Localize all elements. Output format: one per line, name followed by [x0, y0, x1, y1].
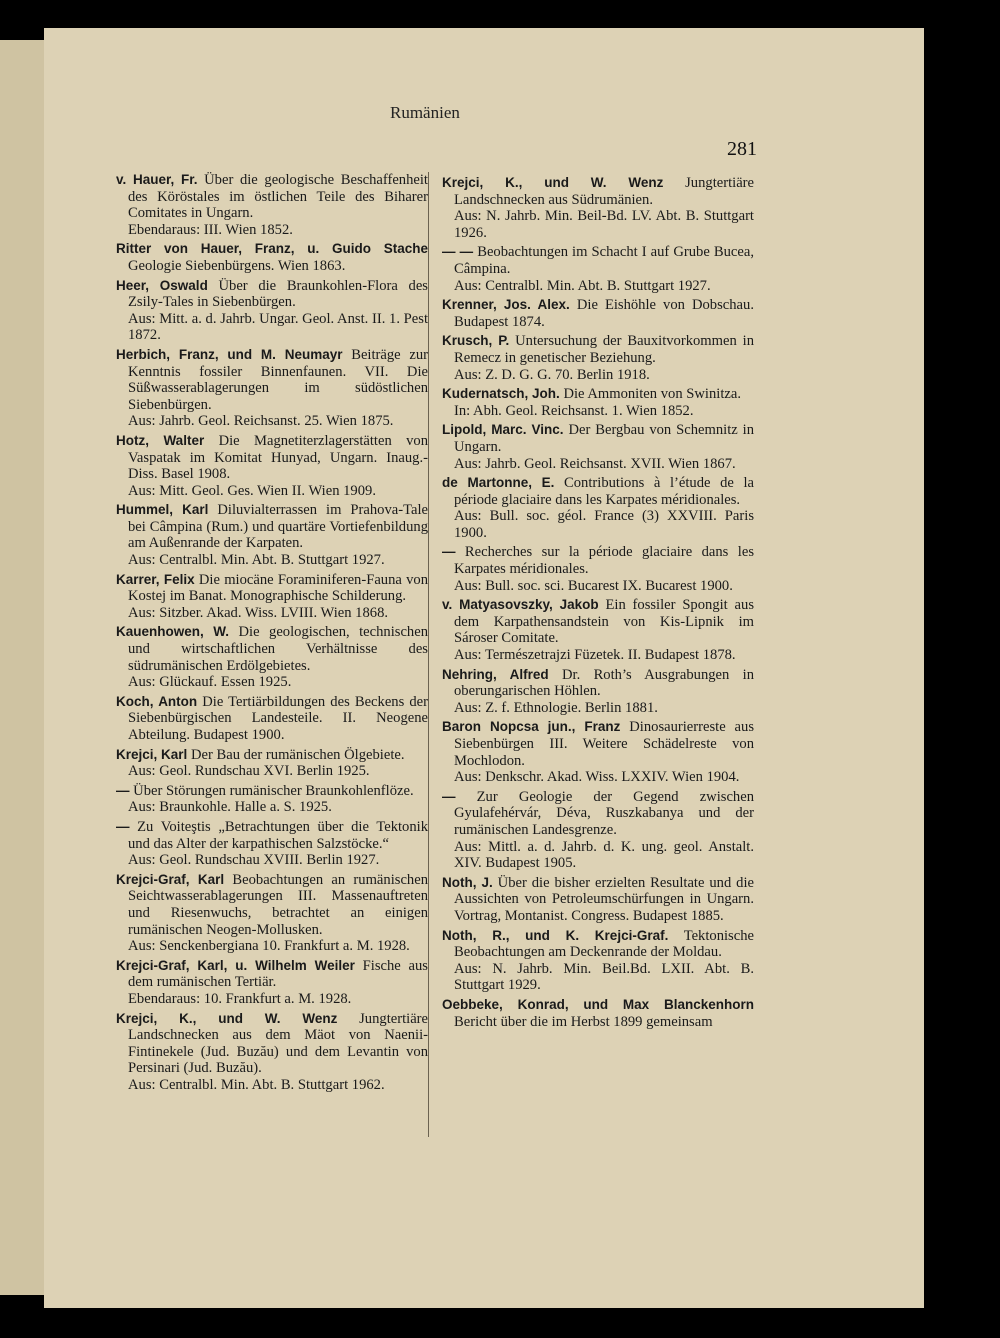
bibliography-entry [442, 597, 754, 663]
entry-author: Krejci-Graf, Karl [116, 871, 225, 887]
entry-author: v. Hauer, Fr. [116, 172, 198, 187]
entry-title: Beiträge zur Kenntnis fossiler Binnenfaunen. VII. Die Süßwasserablagerungen im südöstlichen Siebenbürgen. [128, 346, 428, 413]
bibliography-entry [116, 747, 428, 780]
entry-source: In: Abh. Geol. Reichsanst. 1. Wien 1852. [454, 402, 694, 419]
bibliography-entry [116, 172, 428, 238]
entry-title: Über Störungen rumänischer Braunkohlenflöze. [133, 782, 414, 799]
entry-author: Krusch, P. [442, 333, 510, 349]
entry-author: Oebbeke, Konrad, und Max Blanckenhorn [442, 996, 754, 1012]
entry-source: Aus: Braunkohle. Halle a. S. 1925. [128, 799, 332, 816]
entry-source: Aus: N. Jahrb. Min. Beil.Bd. LXII. Abt. B. Stuttgart 1929. [454, 960, 754, 994]
entry-source: Aus: Geol. Rundschau XVIII. Berlin 1927. [128, 852, 380, 869]
entry-title: Jungtertiäre Landschnecken aus dem Mäot von Naenii-Fintinekele (Jud. Buzău) und dem Levantin von Persinari (Jud. Buzău). [128, 1010, 429, 1077]
entry-title: Die geologischen, technischen und wirtschaftlichen Verhältnisse des südrumänischen Erdölgebietes. [128, 624, 429, 674]
bibliography-entry [116, 278, 428, 344]
bibliography-entry [442, 386, 754, 419]
entry-author: Krejci, K., und W. Wenz [442, 175, 664, 190]
bibliography-entry [442, 875, 754, 925]
entry-title: Diluvialterrassen im Prahova-Tale bei Câmpina (Rum.) und quartäre Vortiefenbildung am Außenrande der Karpaten. [128, 502, 428, 552]
entry-title: Ein fossiler Spongit aus dem Karpathensandstein von Kis-Lipnik im Sároser Comitate. [454, 597, 754, 647]
bibliography-entry [442, 544, 754, 594]
bibliography-entry [116, 694, 428, 744]
entry-source: Aus: Sitzber. Akad. Wiss. LVIII. Wien 1868. [128, 604, 389, 621]
right-column [442, 175, 754, 1033]
entry-author: Kudernatsch, Joh. [442, 386, 560, 402]
entry-source: Aus: Mittl. a. d. Jahrb. d. K. ung. geol. Anstalt. XIV. Budapest 1905. [454, 838, 754, 872]
entry-title: Die Magnetiterzlagerstätten von Vaspatak im Komitat Hunyad, Ungarn. Inaug.-Diss. Basel 1908. [128, 432, 428, 483]
entry-source: Aus: Jahrb. Geol. Reichsanst. XVII. Wien 1867. [454, 455, 736, 472]
entry-title: Über die bisher erzielten Resultate und die Aussichten von Petroleumschürfungen in Ungarn. Vortrag, Montanist. Congress. Budapest 1885. [454, 874, 754, 924]
bibliography-entry [442, 667, 754, 717]
entry-title: Contributions à l’étude de la période glaciaire dans les Karpates méridionales. [454, 475, 755, 508]
entry-title: Fische aus dem rumänischen Tertiär. [128, 957, 428, 991]
entry-source: Aus: Centralbl. Min. Abt. B. Stuttgart 1927. [454, 277, 711, 294]
bibliography-entry [116, 241, 428, 274]
entry-title: Der Bergbau von Schemnitz in Ungarn. [454, 422, 754, 455]
entry-title: Die Tertiärbildungen des Beckens der Siebenbürgischen Landesteile. II. Neogene Abteilung. Budapest 1900. [128, 693, 428, 743]
bibliography-entry [116, 347, 428, 430]
entry-title: Dinosaurierreste aus Siebenbürgen III. Weitere Schädelreste von Mochlodon. [454, 719, 754, 769]
entry-title: Die miocäne Foraminiferen-Fauna von Kostej im Banat. Monographische Schilderung. [128, 571, 429, 605]
entry-author: Krejci, Karl [116, 746, 188, 762]
entry-title: Dr. Roth’s Ausgrabungen in oberungarischen Höhlen. [454, 666, 754, 700]
bibliography-entry [442, 422, 754, 472]
left-column [116, 172, 428, 1096]
entry-source: Aus: Denkschr. Akad. Wiss. LXXIV. Wien 1904. [454, 769, 740, 786]
entry-title: Untersuchung der Bauxitvorkommen in Remecz in genetischer Beziehung. [454, 333, 755, 366]
entry-source: Aus: Geol. Rundschau XVI. Berlin 1925. [128, 763, 370, 780]
entry-author: Noth, R., und K. Krejci-Graf. [442, 927, 669, 943]
entry-title: Recherches sur la période glaciaire dans les Karpates méridionales. [454, 544, 754, 578]
entry-author: Kauenhowen, W. [116, 624, 230, 640]
entry-source: Aus: Mitt. a. d. Jahrb. Ungar. Geol. Anst. II. 1. Pest 1872. [128, 310, 428, 344]
entry-source: Ebendaraus: 10. Frankfurt a. M. 1928. [128, 990, 352, 1007]
bibliography-entry [116, 872, 428, 955]
entry-author: Koch, Anton [116, 693, 198, 709]
entry-title: Über die Braunkohlen-Flora des Zsily-Tales in Siebenbürgen. [128, 277, 428, 311]
entry-author: Hotz, Walter [116, 432, 205, 448]
running-title: Rumänien [390, 103, 460, 122]
entry-author: Krejci, K., und W. Wenz [116, 1010, 338, 1026]
entry-author: — [116, 782, 130, 798]
bibliography-entry [116, 819, 428, 869]
bibliography-entry [442, 475, 754, 541]
entry-author: Heer, Oswald [116, 277, 208, 293]
entry-source: Aus: N. Jahrb. Min. Beil-Bd. LV. Abt. B. Stuttgart 1926. [454, 208, 754, 241]
entry-source: Aus: Jahrb. Geol. Reichsanst. 25. Wien 1875. [128, 413, 394, 430]
bibliography-entry [442, 789, 754, 872]
entry-source: Aus: Bull. soc. sci. Bucarest IX. Bucarest 1900. [454, 577, 733, 594]
entry-source: Aus: Senckenbergiana 10. Frankfurt a. M. 1928. [128, 938, 410, 955]
entry-author: Krenner, Jos. Alex. [442, 297, 570, 313]
entry-title: Die Ammoniten von Swinitza. [563, 386, 741, 403]
entry-author: Herbich, Franz, und M. Neumayr [116, 346, 343, 362]
entry-title: Der Bau der rumänischen Ölgebiete. [190, 746, 405, 763]
bibliography-entry [116, 783, 428, 816]
entry-author: Baron Nopcsa jun., Franz [442, 719, 621, 735]
bibliography-entry [442, 333, 754, 383]
entry-title: Die Eishöhle von Dobschau. Budapest 1874. [454, 297, 754, 330]
entry-source: Aus: Glückauf. Essen 1925. [128, 674, 292, 691]
entry-source: Aus: Bull. soc. géol. France (3) XXVIII. Paris 1900. [454, 508, 754, 541]
entry-author: Lipold, Marc. Vinc. [442, 422, 564, 438]
entry-title: Geologie Siebenbürgens. Wien 1863. [128, 257, 346, 274]
entry-author: de Martonne, E. [442, 475, 555, 491]
entry-author: Nehring, Alfred [442, 666, 549, 682]
entry-source: Ebendaraus: III. Wien 1852. [128, 221, 293, 238]
entry-title: Jungtertiäre Landschnecken aus Südrumänien. [454, 175, 755, 208]
entry-author: — [442, 544, 456, 560]
facing-page-edge [0, 40, 46, 1295]
entry-title: Beobachtungen an rumänischen Seichtwasserablagerungen III. Massenauftreten und Riesenwuchs, betrachtet an einigen rumänischen Neogen-Mollusken. [128, 871, 428, 938]
entry-author: — [116, 818, 130, 834]
entry-author: Ritter von Hauer, Franz, u. Guido Stache [116, 241, 428, 257]
entry-title: Zu Voiteştis „Betrachtungen über die Tektonik und das Alter der karpathischen Salzstöcke.“ [128, 818, 428, 852]
entry-title: Über die geologische Beschaffenheit des Köröstales im östlichen Teile des Biharer Comitates in Ungarn. [128, 172, 428, 222]
entry-source: Aus: Természetrajzi Füzetek. II. Budapest 1878. [454, 647, 736, 664]
entry-title: Tektonische Beobachtungen am Deckenrande der Moldau. [454, 927, 754, 961]
bibliography-entry [116, 502, 428, 568]
entry-author: v. Matyasovszky, Jakob [442, 597, 599, 613]
column-divider [428, 172, 429, 1137]
entry-author: Noth, J. [442, 874, 493, 890]
page-number: 281 [727, 138, 757, 160]
bibliography-entry [442, 297, 754, 330]
bibliography-entry [442, 719, 754, 785]
bibliography-entry [116, 433, 428, 499]
entry-author: — — [442, 244, 474, 260]
bibliography-entry [116, 1011, 428, 1094]
entry-title: Zur Geologie der Gegend zwischen Gyulafehérvár, Déva, Ruszkabanya und der rumänischen Landesgrenze. [454, 788, 754, 838]
bibliography-entry [442, 175, 754, 241]
bibliography-entry [442, 997, 754, 1030]
entry-author: Hummel, Karl [116, 502, 209, 518]
entry-title: Beobachtungen im Schacht I auf Grube Bucea, Câmpina. [454, 244, 754, 277]
entry-author: — [442, 788, 456, 804]
entry-source: Aus: Mitt. Geol. Ges. Wien II. Wien 1909. [128, 482, 376, 499]
entry-source: Aus: Z. f. Ethnologie. Berlin 1881. [454, 699, 658, 716]
entry-author: Krejci-Graf, Karl, u. Wilhelm Weiler [116, 957, 355, 973]
bibliography-entry [116, 958, 428, 1008]
bibliography-entry [442, 244, 754, 294]
entry-source: Aus: Centralbl. Min. Abt. B. Stuttgart 1962. [128, 1076, 385, 1093]
bibliography-entry [116, 572, 428, 622]
bibliography-entry [116, 624, 428, 690]
entry-source: Aus: Z. D. G. G. 70. Berlin 1918. [454, 366, 650, 383]
entry-author: Karrer, Felix [116, 571, 195, 587]
entry-source: Aus: Centralbl. Min. Abt. B. Stuttgart 1927. [128, 552, 385, 569]
bibliography-entry [442, 928, 754, 994]
entry-title: Bericht über die im Herbst 1899 gemeinsam [454, 1013, 713, 1030]
